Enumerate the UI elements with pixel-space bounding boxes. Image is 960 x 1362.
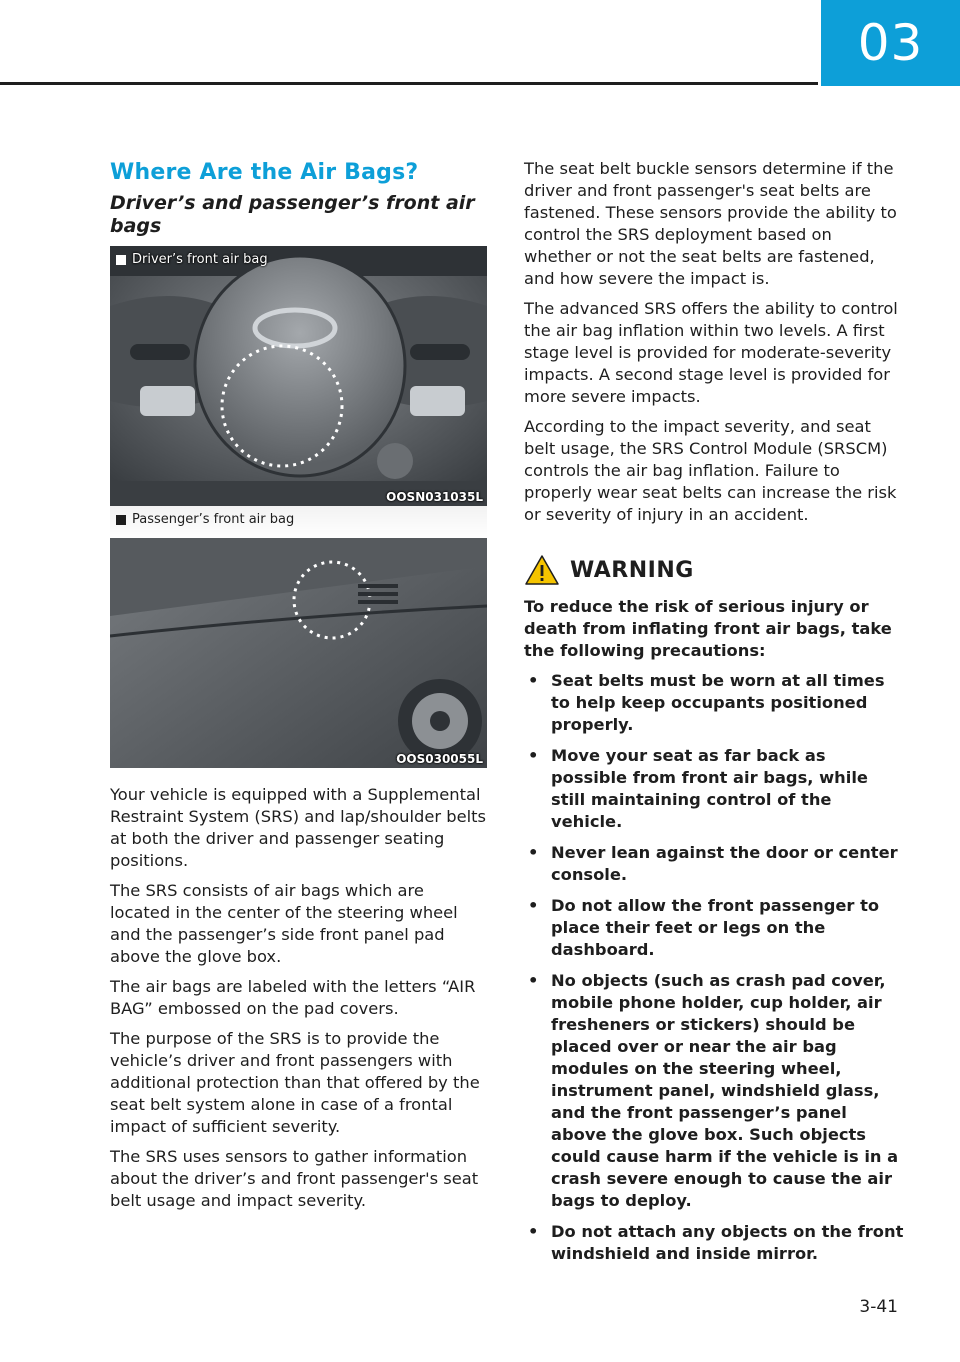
passenger-figure-code: OOS030055L: [396, 752, 483, 766]
warning-list: [524, 670, 904, 1265]
warning-header: [524, 554, 904, 586]
driver-caption-text: Driver’s front air bag: [132, 252, 268, 267]
warning-item: • Seat belts must be worn at all times to help keep occupants positioned properly.: [528, 671, 885, 734]
left-paragraph: The SRS consists of air bags which are located in the center of the steering wheel and the passenger’s side front panel pad above the glove box.: [110, 881, 458, 966]
warning-item: • Do not attach any objects on the front windshield and inside mirror.: [528, 1222, 904, 1263]
right-paragraph: The seat belt buckle sensors determine if the driver and front passenger's seat belts are fastened. These sensors provide the ability to control the SRS deployment based on whether or not the seat belts are fastened, and how severe the impact is.: [524, 159, 897, 288]
warning-lead: To reduce the risk of serious injury or death from inflating front air bags, take the following precautions:: [524, 597, 892, 660]
driver-figure-code: OOSN031035L: [386, 490, 483, 504]
steering-wheel-illustration: [110, 246, 487, 506]
warning-item: • Move your seat as far back as possible from front air bags, while still maintaining control of the vehicle.: [528, 746, 868, 831]
header-rule: [0, 82, 818, 85]
warning-item: • Do not allow the front passenger to place their feet or legs on the dashboard.: [528, 896, 880, 959]
caption-square-icon: [116, 515, 126, 525]
passenger-caption-text: Passenger’s front air bag: [132, 512, 295, 527]
driver-figure-caption: [116, 252, 268, 267]
left-paragraph: The SRS uses sensors to gather information about the driver’s and front passenger's seat belt usage and impact severity.: [110, 1147, 479, 1210]
driver-airbag-figure: [110, 246, 487, 506]
right-column: [524, 158, 904, 1274]
left-paragraph: The air bags are labeled with the letters “AIR BAG” embossed on the pad covers.: [110, 977, 476, 1018]
passenger-airbag-figure: [110, 506, 487, 768]
right-paragraph: The advanced SRS offers the ability to control the air bag inflation within two levels. A first stage level is provided for moderate-severity impacts. A second stage level is provided for more severe impacts.: [524, 299, 898, 406]
chapter-tab: 03: [821, 0, 960, 86]
page-number: 3-41: [859, 1297, 898, 1317]
warning-item: • No objects (such as crash pad cover, mobile phone holder, cup holder, air fresheners or stickers) should be placed over or near the air bag modules on the steering wheel, instrument panel, windshield glass, and the front passenger’s panel above the glove box. Such objects could cause harm if the vehicle is in a crash severe enough to cause the air bags to deploy.: [528, 971, 899, 1210]
left-paragraph: The purpose of the SRS is to provide the vehicle’s driver and front passengers with additional protection than that offered by the seat belt system alone in case of a frontal impact of sufficient severity.: [110, 1029, 480, 1136]
warning-item: • Never lean against the door or center console.: [528, 843, 898, 884]
left-column: [110, 158, 488, 1220]
caption-square-icon: [116, 255, 126, 265]
dashboard-illustration: [110, 506, 487, 768]
section-subtitle: Driver’s and passenger’s front air bags: [110, 192, 475, 237]
warning-title: WARNING: [570, 557, 694, 583]
section-title: Where Are the Air Bags?: [110, 160, 419, 185]
right-paragraph: According to the impact severity, and seat belt usage, the SRS Control Module (SRSCM) controls the air bag inflation. Failure to properly wear seat belts can increase the risk or severity of injury in an accident.: [524, 417, 897, 524]
warning-triangle-icon: [524, 554, 560, 586]
passenger-figure-caption: [116, 512, 294, 527]
left-paragraph: Your vehicle is equipped with a Supplemental Restraint System (SRS) and lap/shoulder belts at both the driver and passenger seating positions.: [110, 785, 486, 870]
